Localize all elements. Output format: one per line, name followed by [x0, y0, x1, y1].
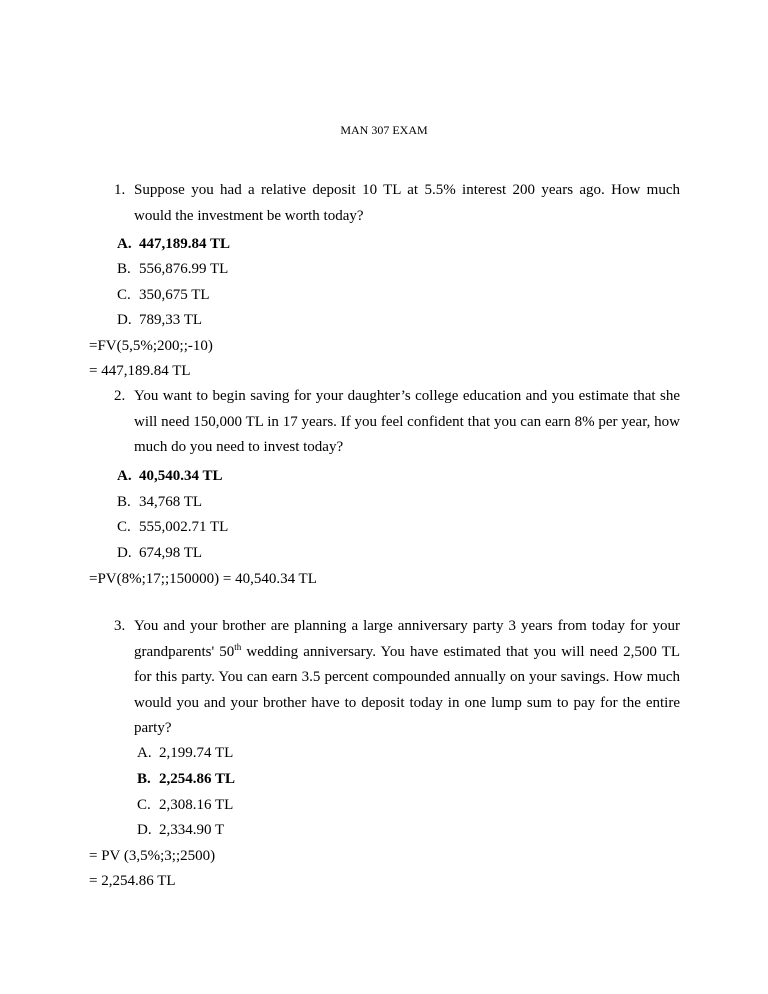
question-number: 1. [114, 182, 126, 198]
option-d [117, 543, 202, 563]
option-b [117, 492, 202, 512]
option-text: 40,540.34 TL [139, 468, 223, 484]
option-letter: B. [117, 494, 131, 510]
option-letter: B. [137, 771, 151, 787]
question-text-part: You and your brother are planning a large anniversary party 3 years from today for your grandparents' 50 [134, 618, 680, 660]
option-a [117, 234, 230, 254]
option-text: 350,675 TL [139, 287, 210, 303]
question-text [114, 614, 680, 742]
option-text: 2,254.86 TL [159, 771, 235, 787]
option-letter: D. [117, 545, 132, 561]
option-letter: B. [117, 261, 131, 277]
option-b [117, 259, 228, 279]
option-text: 2,199.74 TL [159, 745, 234, 761]
option-text: 789,33 TL [139, 312, 203, 328]
option-text: 34,768 TL [139, 494, 203, 510]
option-text: 447,189.84 TL [139, 236, 230, 252]
question-number: 3. [114, 618, 126, 634]
option-letter: C. [137, 797, 151, 813]
option-letter: C. [117, 287, 131, 303]
option-a [117, 466, 223, 486]
question-3 [114, 614, 680, 742]
question-text: You want to begin saving for your daughter’s college education and you estimate that she will need 150,000 TL in 17 years. If you feel confident that you can earn 8% per year, how much do you need to invest today? [134, 388, 680, 455]
option-a [137, 743, 233, 763]
solution-line: =PV(8%;17;;150000) = 40,540.34 TL [89, 571, 317, 587]
option-text: 2,334.90 T [159, 822, 225, 838]
option-text: 2,308.16 TL [159, 797, 234, 813]
solution-line: = 447,189.84 TL [89, 363, 191, 379]
question-1 [114, 178, 680, 229]
option-c [117, 517, 228, 537]
option-letter: A. [117, 236, 132, 252]
option-c [117, 285, 210, 305]
option-letter: C. [117, 519, 131, 535]
superscript: th [234, 641, 242, 652]
page-title: MAN 307 EXAM [340, 123, 428, 137]
option-text: 674,98 TL [139, 545, 203, 561]
solution-line: = 2,254.86 TL [89, 873, 176, 889]
option-b [137, 769, 235, 789]
option-text: 555,002.71 TL [139, 519, 229, 535]
question-text-part: wedding anniversary. You have estimated that you will need 2,500 TL for this party. You can earn 3.5 percent compounded annually on your savings. How much would you and your brother have to deposit today in one lump sum to pay for the entire party? [134, 643, 681, 736]
option-letter: A. [137, 745, 152, 761]
option-d [117, 310, 202, 330]
solution-line: =FV(5,5%;200;;-10) [89, 338, 213, 354]
option-d [137, 820, 224, 840]
option-text: 556,876.99 TL [139, 261, 229, 277]
option-letter: D. [137, 822, 152, 838]
solution-line: = PV (3,5%;3;;2500) [89, 848, 216, 864]
option-letter: A. [117, 468, 132, 484]
question-number: 2. [114, 388, 126, 404]
question-text: Suppose you had a relative deposit 10 TL at 5.5% interest 200 years ago. How much would the investment be worth today? [134, 182, 680, 224]
option-c [137, 795, 233, 815]
option-letter: D. [117, 312, 132, 328]
question-2 [114, 384, 680, 461]
